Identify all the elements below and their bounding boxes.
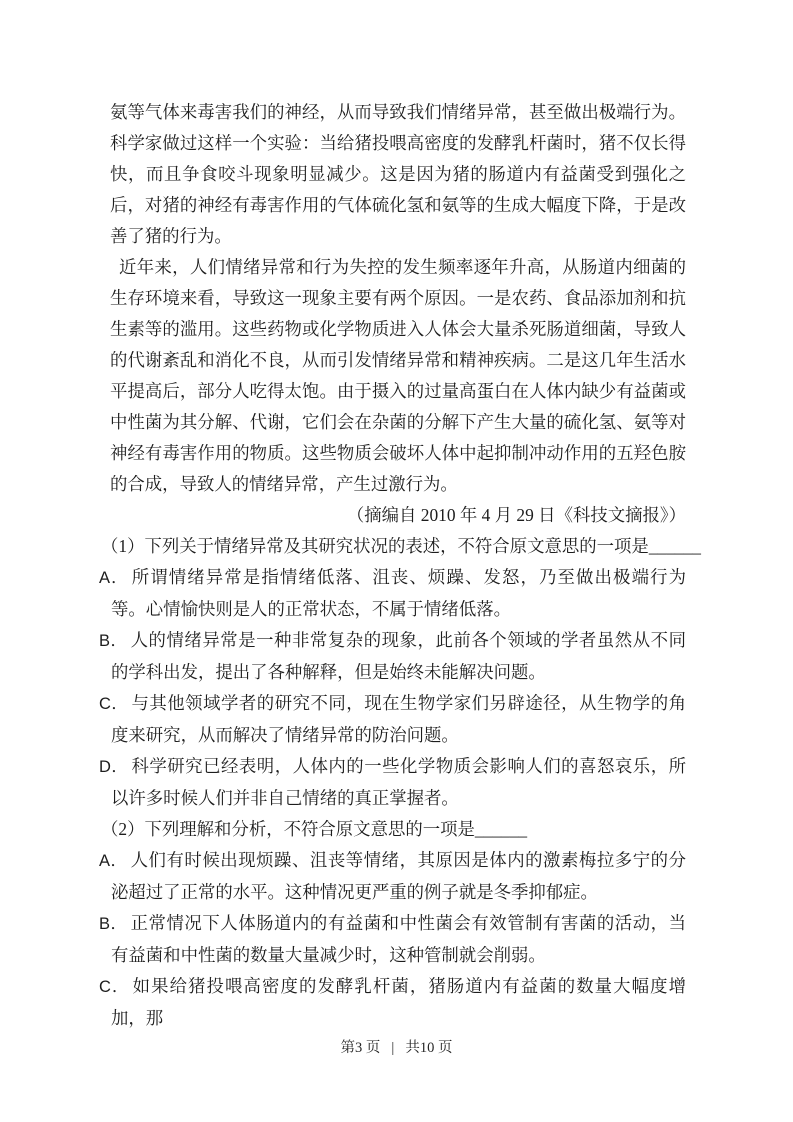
question-2-option-a-text: 人们有时候出现烦躁、沮丧等情绪，其原因是体内的激素梅拉多宁的分泌超过了正常的水平。这种情况更严重的例子就是冬季抑郁症。 (111, 850, 686, 902)
footer-separator: | (391, 1040, 395, 1056)
question-1-option-d (99, 751, 686, 814)
question-1-answer-blank: ______ (648, 536, 701, 556)
question-2-number: （2） (101, 819, 145, 839)
question-2-option-c (99, 971, 686, 1034)
question-1-number: （1） (101, 536, 145, 556)
question-1-option-d-text: 科学研究已经表明，人体内的一些化学物质会影响人们的喜怒哀乐，所以许多时候人们并非自己情绪的真正掌握者。 (111, 756, 686, 808)
question-2-stem-text: 下列理解和分析，不符合原文意思的一项是 (144, 819, 475, 839)
question-1-stem-text: 下列关于情绪异常及其研究状况的表述，不符合原文意思的一项是 (144, 536, 649, 556)
article-paragraph-2: 近年来，人们情绪异常和行为失控的发生频率逐年升高，从肠道内细菌的生存环境来看，导致这一现象主要有两个原因。一是农药、食品添加剂和抗生素等的滥用。这些药物或化学物质进入人体会大量杀死肠道细菌，导致人的代谢紊乱和消化不良，从而引发情绪异常和精神疾病。二是这几年生活水平提高后，部分人吃得太饱。由于摄入的过量高蛋白在人体内缺少有益菌或中性菌为其分解、代谢，它们会在杂菌的分解下产生大量的硫化氢、氨等对神经有毒害作用的物质。这些物质会破坏人体中起抑制冲动作用的五羟色胺的合成，导致人的情绪异常，产生过激行为。 (110, 257, 686, 494)
question-1-option-a-text: 所谓情绪异常是指情绪低落、沮丧、烦躁、发怒，乃至做出极端行为等。心情愉快则是人的正常状态，不属于情绪低落。 (111, 567, 686, 619)
question-1-option-b-label: B． (99, 632, 128, 650)
question-1-option-d-label: D． (99, 758, 129, 776)
question-2-stem (101, 814, 686, 845)
question-2-option-b (99, 908, 686, 971)
question-2-option-a-label: A． (99, 852, 128, 870)
question-1-option-c (99, 688, 686, 751)
footer-page-number: 第3 页 (340, 1040, 381, 1056)
question-2-option-b-text: 正常情况下人体肠道内的有益菌和中性菌会有效管制有害菌的活动，当有益菌和中性菌的数量大量减少时，这种管制就会削弱。 (111, 913, 686, 965)
citation-line: （摘编自 2010 年 4 月 29 日《科技文摘报》） (346, 505, 686, 525)
page-footer (0, 1036, 793, 1057)
question-2-option-a (99, 845, 686, 908)
question-1-stem (101, 531, 701, 562)
question-1-option-a (99, 562, 686, 625)
question-1-option-b-text: 人的情绪异常是一种非常复杂的现象，此前各个领域的学者虽然从不同的学科出发，提出了各种解释，但是始终未能解决问题。 (111, 630, 686, 682)
question-1-option-c-text: 与其他领域学者的研究不同，现在生物学家们另辟途径，从生物学的角度来研究，从而解决了情绪异常的防治问题。 (111, 693, 686, 745)
question-1 (99, 531, 701, 814)
question-2-answer-blank: ______ (474, 819, 528, 839)
question-1-option-b (99, 625, 686, 688)
question-1-option-c-label: C． (99, 695, 129, 713)
article-paragraph-1: 氨等气体来毒害我们的神经，从而导致我们情绪异常，甚至做出极端行为。科学家做过这样一个实验：当给猪投喂高密度的发酵乳杆菌时，猪不仅长得快，而且争食咬斗现象明显减少。这是因为猪的肠道内有益菌受到强化之后，对猪的神经有毒害作用的气体硫化氢和氨等的生成大幅度下降，于是改善了猪的行为。 (110, 102, 686, 246)
question-2-option-c-label: C． (99, 978, 130, 996)
question-2-option-c-text: 如果给猪投喂高密度的发酵乳杆菌，猪肠道内有益菌的数量大幅度增加，那 (111, 976, 686, 1028)
question-1-option-a-label: A． (99, 569, 129, 587)
question-2 (99, 814, 686, 1034)
question-2-option-b-label: B． (99, 915, 128, 933)
page-content (99, 97, 701, 1034)
footer-total-pages: 共10 页 (405, 1040, 453, 1056)
